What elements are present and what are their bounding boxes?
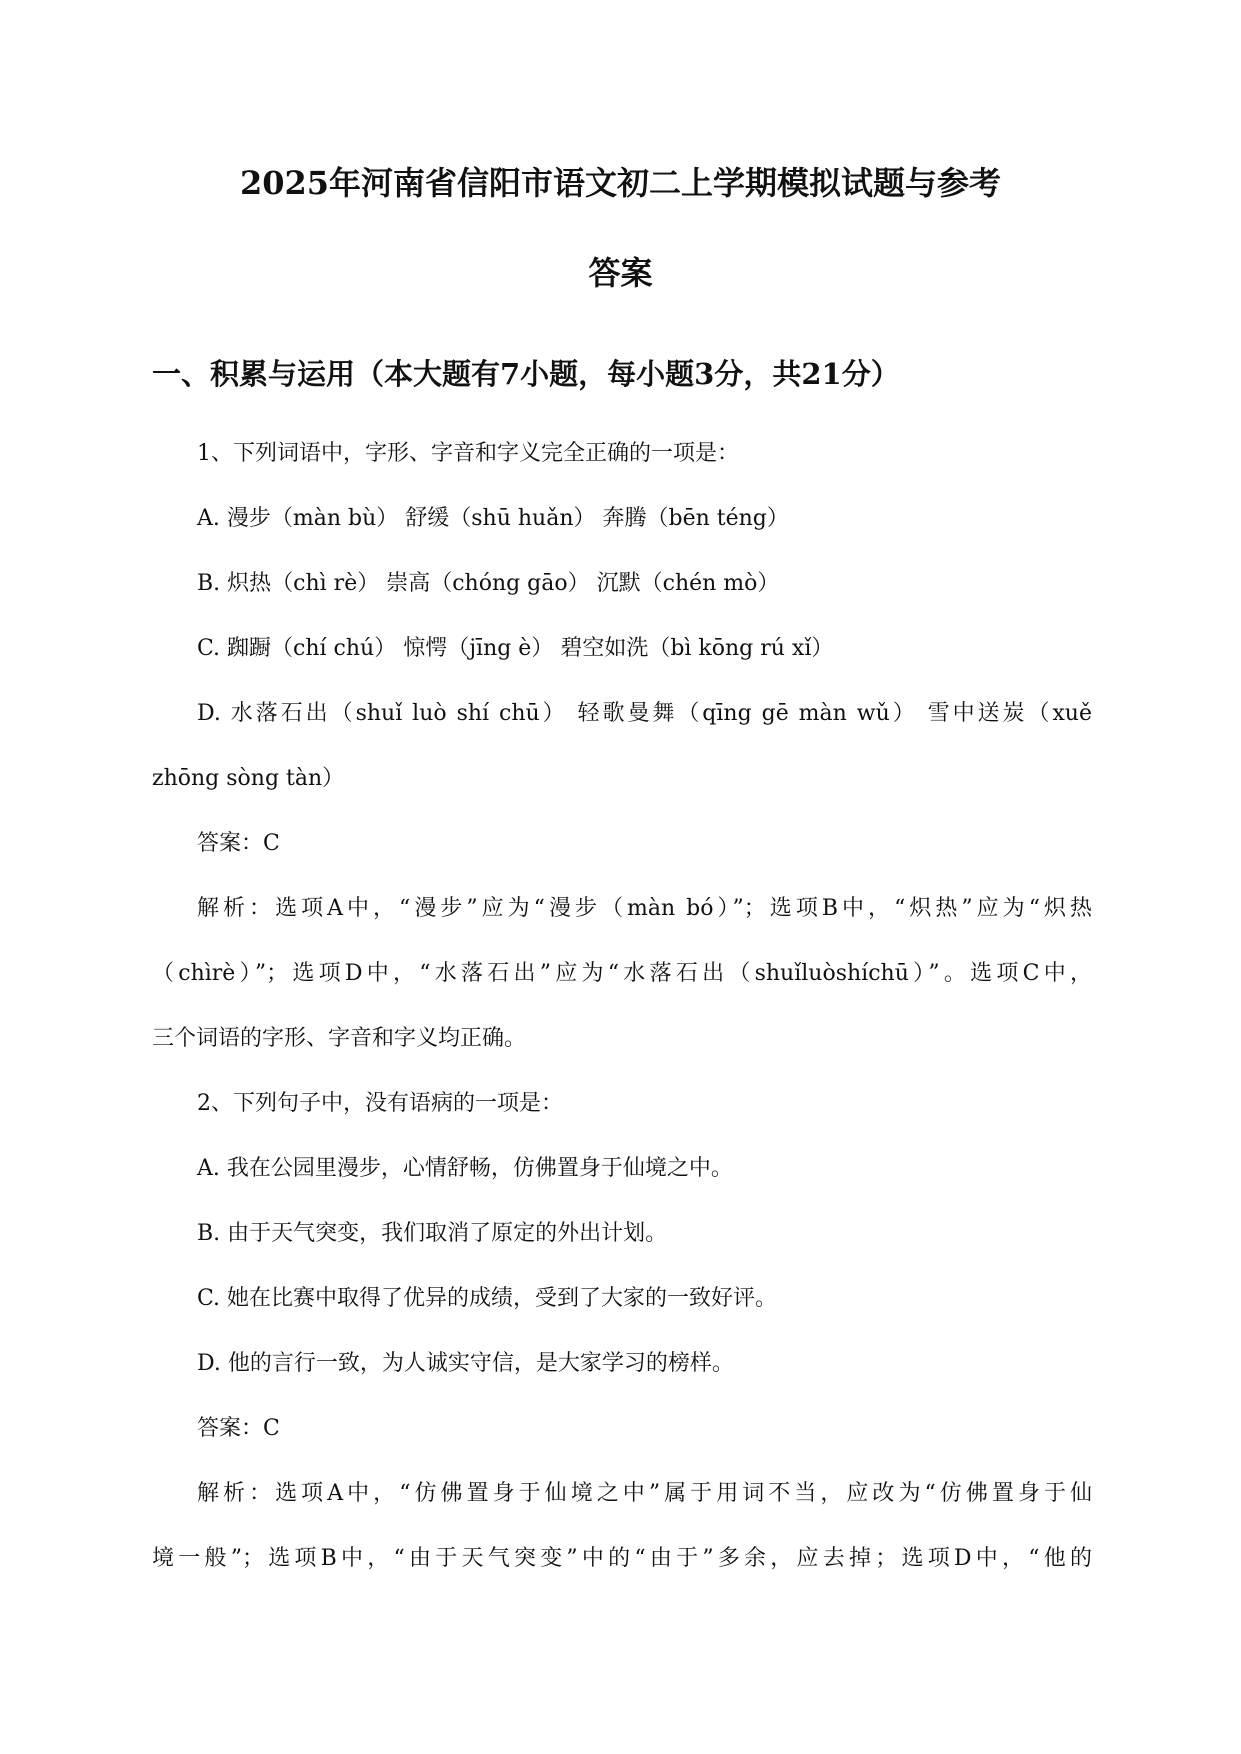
question-1-option-d: D. 水落石出（shuǐ luò shí chū） 轻歌曼舞（qīng gē màn wǔ） 雪中送炭（xuě: [197, 701, 1092, 726]
question-2-answer: 答案：C: [197, 1416, 280, 1441]
question-1-answer: 答案：C: [197, 831, 280, 856]
section-heading: 一、积累与运用（本大题有7小题，每小题3分，共21分）: [152, 357, 900, 391]
question-1-analysis: 解析：选项A中，“漫步”应为“漫步（màn bó）”；选项B中，“炽热”应为“炽热: [197, 896, 1092, 921]
question-2-option-d: D. 他的言行一致，为人诚实守信，是大家学习的榜样。: [197, 1351, 734, 1376]
question-2-option-b: B. 由于天气突变，我们取消了原定的外出计划。: [197, 1221, 668, 1246]
question-2-stem: 2、下列句子中，没有语病的一项是：: [197, 1091, 563, 1116]
question-1-stem: 1、下列词语中，字形、字音和字义完全正确的一项是：: [197, 441, 739, 466]
question-1-analysis-line-3: 三个词语的字形、字音和字义均正确。: [152, 1026, 527, 1051]
document-title-continued: 答案: [588, 254, 653, 292]
question-2-analysis-line-2: 境一般”；选项B中，“由于天气突变”中的“由于”多余，应去掉；选项D中，“他的: [152, 1546, 1092, 1571]
question-1-analysis-line-2: （chìrè）”；选项D中，“水落石出”应为“水落石出（shuǐluòshíchū）”。选项C中，: [152, 961, 1092, 986]
question-2-option-c: C. 她在比赛中取得了优异的成绩，受到了大家的一致好评。: [197, 1286, 778, 1311]
question-1-option-b: B. 炽热（chì rè） 崇高（chóng gāo） 沉默（chén mò）: [197, 571, 780, 596]
question-2-analysis: 解析：选项A中，“仿佛置身于仙境之中”属于用词不当，应改为“仿佛置身于仙: [197, 1481, 1092, 1506]
question-1-option-a: A. 漫步（màn bù） 舒缓（shū huǎn） 奔腾（bēn téng）: [197, 506, 789, 531]
question-2-option-a: A. 我在公园里漫步，心情舒畅，仿佛置身于仙境之中。: [197, 1156, 733, 1181]
question-1-option-c: C. 踟蹰（chí chú） 惊愕（jīng è） 碧空如洗（bì kōng rú xǐ）: [197, 636, 834, 661]
document-title: 2025年河南省信阳市语文初二上学期模拟试题与参考: [239, 164, 1002, 202]
question-1-option-d-continued: zhōng sòng tàn）: [152, 766, 345, 791]
